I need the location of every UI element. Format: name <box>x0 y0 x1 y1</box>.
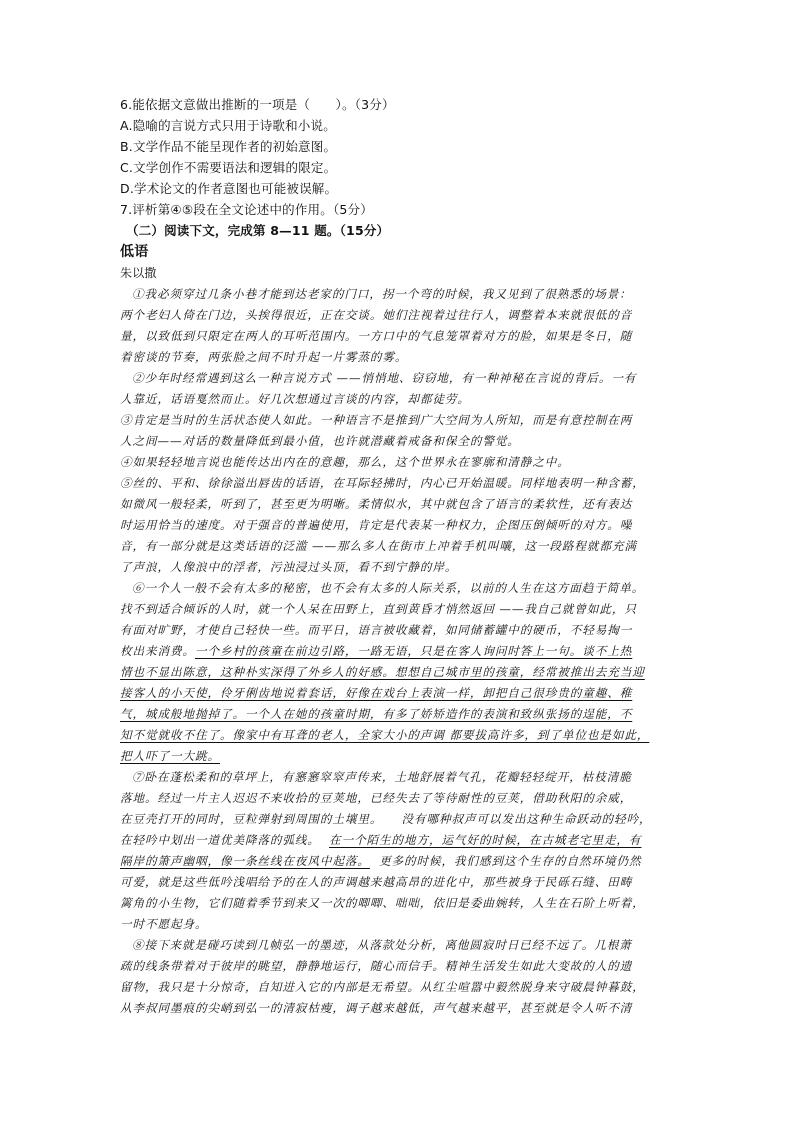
article-line: 一时不愿起身。 <box>120 917 208 931</box>
question-6-option-b: B.文学作品不能呈现作者的初始意图。 <box>120 139 337 154</box>
article-text: 枚出来消费。 <box>120 644 195 658</box>
article-line: 了声浪，人像浪中的浮者，污浊浸过头顶，看不到宁静的岸。 <box>120 560 458 574</box>
question-6-option-a: A.隐喻的言说方式只用于诗歌和小说。 <box>120 118 336 133</box>
article-line: 如微风一般轻柔，听到了，甚至更为明晰。柔情似水，其中就包含了语言的柔软性，还有表达 <box>120 497 633 511</box>
article-line: 落地。经过一片主人迟迟不来收拾的豆荚地，已经失去了等待耐性的豆荚，借助秋阳的余威， <box>120 791 633 805</box>
article-line: ②少年时经常遇到这么一种言说方式 ——悄悄地、窃窃地，有一种神秘在言说的背后。一有 <box>132 371 637 385</box>
article-line: 找不到适合倾诉的人时，就一个人呆在田野上，直到黄昏才悄然返回 ——我自己就曾如此，只 <box>120 602 637 616</box>
article-line: ④如果轻轻地言说也能传达出内在的意趣，那么，这个世界永在寥廓和清静之中。 <box>120 455 570 469</box>
article-line <box>120 642 632 660</box>
article-line: 留物，我只是十分惊奇，自知进入它的内部是无希望。从红尘喧嚣中毅然脱身来守破晨钟暮鼓， <box>120 980 645 994</box>
article-line: 时运用恰当的速度。对于强音的普遍使用，肯定是代表某一种权力，企图压倒倾听的对方。噪 <box>120 518 633 532</box>
article-line: 两个老妇人倚在门边，头挨得很近，正在交谈。她们注视着过往行人，调整着本来就很低的音 <box>120 308 633 322</box>
section-heading: （二）阅读下文，完成第 8—11 题。（15分） <box>126 223 390 238</box>
article-line: ③肯定是当时的生活状态使人如此。一种语言不是推到广大空间为人所知，而是有意控制在两 <box>120 413 633 427</box>
question-6-option-d: D.学术论文的作者意图也可能被误解。 <box>120 181 338 196</box>
article-line <box>120 831 641 849</box>
article-line: 篱角的小生物，它们随着季节到来又一次的唧唧、咄咄，依旧是委曲婉转，人生在石阶上听着， <box>120 896 645 910</box>
article-line: ⑧接下来就是碰巧读到几帧弘一的墨迹，从落款处分析，离他圆寂时日已经不远了。几根萧 <box>132 938 632 952</box>
article-line: 可爱，就是这些低吟浅唱给予的在人的声调越来越高昂的进化中，那些被身于民砾石缝、田畴 <box>120 875 633 889</box>
article-line: 疏的线条带着对于彼岸的眺望，静静地运行，随心而信手。精神生活发生如此大变故的人的遗 <box>120 959 633 973</box>
underlined-line: 把人吓了一大跳。 <box>120 749 220 763</box>
question-7-stem: 7.评析第④⑤段在全文论述中的作用。（5分） <box>120 202 373 217</box>
article-text: 在轻吟中划出一道优美降落的弧线。 <box>120 833 320 847</box>
underlined-line: 知不觉就收不住了。像家中有耳聋的老人，全家大小的声调 都要拔高许多，到了单位也是如此， <box>120 728 650 742</box>
article-line: ⑤丝的、平和、徐徐溢出唇齿的话语，在耳际轻拂时，内心已开始温暖。同样地表明一种含蓄， <box>120 476 645 490</box>
article-text: 更多的时候，我们感到这个生存的自然环境仍然 <box>379 854 642 868</box>
article-line: ⑦卧在蓬松柔和的草坪上，有窸窸窣窣声传来，土地舒展着气孔，花瓣轻轻绽开，枯枝清脆 <box>132 770 632 784</box>
article-line: 从李叔同墨痕的尖峭到弘一的清寂枯瘦，调子越来越低，声气越来越平，甚至就是令人听不清 <box>120 1001 633 1015</box>
article-line: 量，以致低到只限定在两人的耳听范围内。一方口中的气息笼罩着对方的脸，如果是冬日，随 <box>120 329 633 343</box>
article-title: 低语 <box>120 244 149 260</box>
article-author: 朱以撒 <box>120 266 157 280</box>
article-line: 音，有一部分就是这类话语的泛滥 ——那么多人在街市上冲着手机叫嚷，这一段路程就都充满 <box>120 539 637 553</box>
article-line: 人靠近，话语戛然而止。好几次想通过言谈的内容，却都徒劳。 <box>120 392 470 406</box>
article-line: 在豆壳打开的同时，豆粒弹射到周围的土壤里。 没有哪种叔声可以发出这种生命跃动的轻吟， <box>120 812 652 826</box>
article-line: ①我必须穿过几条小巷才能到达老家的门口，拐一个弯的时候，我又见到了很熟悉的场景： <box>132 287 632 301</box>
question-6-option-c: C.文学创作不需要语法和逻辑的限定。 <box>120 160 337 175</box>
underlined-line: 情也不显出陈意，这种朴实深得了外乡人的好感。想想自己城市里的孩童，经常被推出去充当迎 <box>120 665 645 679</box>
underlined-text: 隔岸的箫声幽咽，像一条丝线在夜风中起落。 <box>120 854 370 868</box>
underlined-text: 在一个陌生的地方，运气好的时候，在古城老宅里走，有 <box>329 833 642 847</box>
underlined-line: 气，城成般地抛掉了。一个人在她的孩童时期，有多了娇矫造作的表演和致纵张扬的逞能，不 <box>120 707 633 721</box>
underlined-text: 一个乡村的孩童在前边引路，一路无语，只是在客人询问时答上一句。谈不上热 <box>194 644 633 658</box>
article-line: 人之间——对话的数量降低到最小值，也许就潜藏着戒备和保全的警觉。 <box>120 434 520 448</box>
article-line: 有面对旷野，才使自己轻快一些。而平日，语言被收藏着，如同储蓄罐中的硬币，不轻易掏一 <box>120 623 633 637</box>
article-line: 着密谈的节奏，两张脸之间不时升起一片雾蒸的雾。 <box>120 350 408 364</box>
article-line: ⑥一个人一般不会有太多的秘密，也不会有太多的人际关系，以前的人生在这方面趋于简单。 <box>132 581 645 595</box>
underlined-line: 接客人的小天使，伶牙俐齿地说着套话，好像在戏台上表演一样，卸把自己很珍贵的童趣、稚 <box>120 686 633 700</box>
question-6-stem: 6.能依据文意做出推断的一项是（ ）。（3分） <box>120 97 395 112</box>
article-line <box>120 852 641 870</box>
